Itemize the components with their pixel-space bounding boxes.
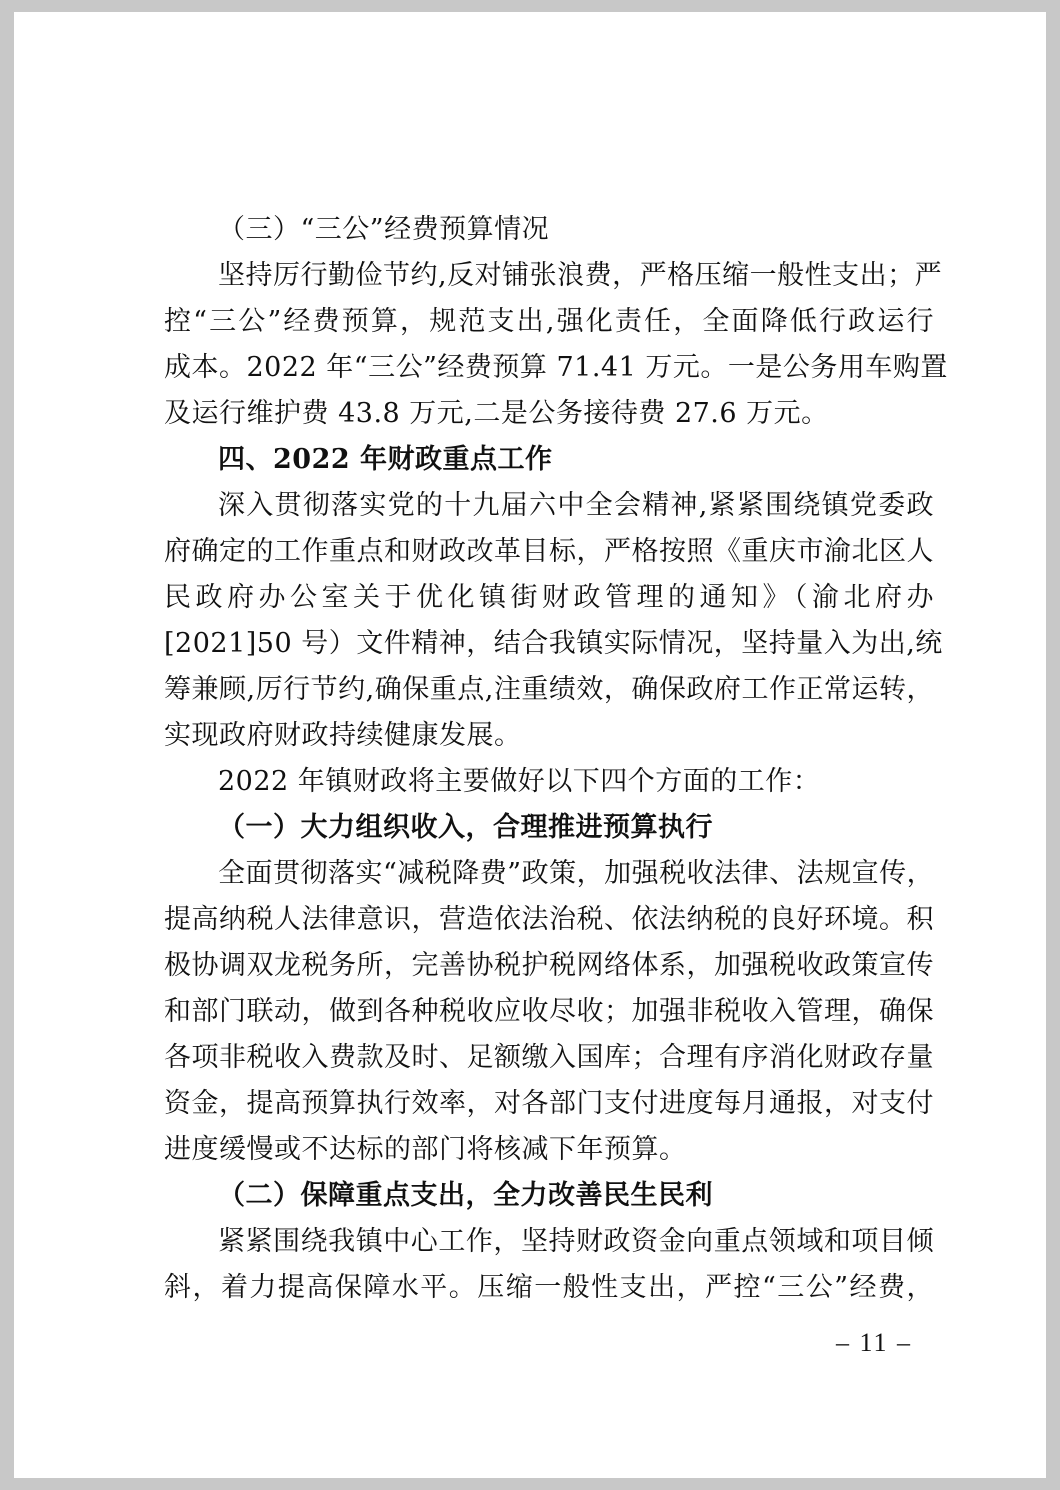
document-page	[14, 12, 1046, 1478]
page-number: – 11 –	[836, 1328, 913, 1357]
subheading-three-public-expenses: （三）“三公”经费预算情况	[218, 214, 550, 245]
paragraph-line: 提高纳税人法律意识，营造依法治税、依法纳税的良好环境。积	[164, 904, 934, 935]
paragraph-line: 控“三公”经费预算，规范支出,强化责任，全面降低行政运行	[164, 306, 934, 337]
section-heading-key-work: 四、2022 年财政重点工作	[218, 444, 553, 475]
paragraph-line: 民政府办公室关于优化镇街财政管理的通知》（渝北府办	[164, 582, 934, 613]
paragraph-line: 各项非税收入费款及时、足额缴入国库；合理有序消化财政存量	[164, 1042, 934, 1073]
paragraph-line: 深入贯彻落实党的十九届六中全会精神,紧紧围绕镇党委政	[218, 490, 934, 521]
paragraph-line: 极协调双龙税务所，完善协税护税网络体系，加强税收政策宣传	[164, 950, 934, 981]
paragraph-line: 资金，提高预算执行效率，对各部门支付进度每月通报，对支付	[164, 1088, 934, 1119]
paragraph-line: [2021]50 号）文件精神，结合我镇实际情况，坚持量入为出,统	[164, 628, 943, 659]
paragraph-line: 筹兼顾,厉行节约,确保重点,注重绩效，确保政府工作正常运转，	[164, 674, 934, 705]
paragraph-line: 2022 年镇财政将主要做好以下四个方面的工作：	[218, 766, 821, 797]
paragraph-line: 实现政府财政持续健康发展。	[164, 720, 522, 751]
paragraph-line: 全面贯彻落实“减税降费”政策，加强税收法律、法规宣传，	[218, 858, 935, 889]
paragraph-line: 进度缓慢或不达标的部门将核减下年预算。	[164, 1134, 687, 1165]
paragraph-line: 府确定的工作重点和财政改革目标，严格按照《重庆市渝北区人	[164, 536, 934, 567]
subheading-organize-revenue: （一）大力组织收入，合理推进预算执行	[218, 812, 713, 843]
paragraph-line: 紧紧围绕我镇中心工作，坚持财政资金向重点领域和项目倾	[218, 1226, 934, 1257]
subheading-key-expenditure: （二）保障重点支出，全力改善民生民利	[218, 1180, 713, 1211]
paragraph-line: 坚持厉行勤俭节约,反对铺张浪费，严格压缩一般性支出；严	[218, 260, 943, 291]
paragraph-line: 及运行维护费 43.8 万元,二是公务接待费 27.6 万元。	[164, 398, 829, 429]
paragraph-line: 斜，着力提高保障水平。压缩一般性支出，严控“三公”经费，	[164, 1272, 934, 1303]
paragraph-line: 成本。2022 年“三公”经费预算 71.41 万元。一是公务用车购置	[164, 352, 948, 383]
paragraph-line: 和部门联动，做到各种税收应收尽收；加强非税收入管理，确保	[164, 996, 934, 1027]
